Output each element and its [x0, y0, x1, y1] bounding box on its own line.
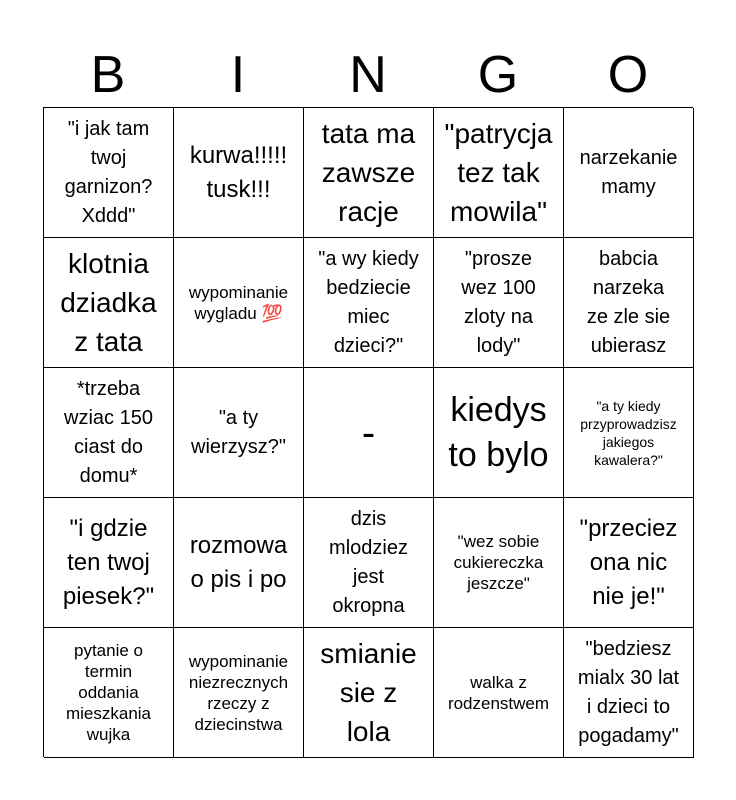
cell-text: tata ma zawsze racje — [321, 118, 416, 227]
bingo-cell-5-2[interactable] — [174, 628, 304, 758]
bingo-cell-3-1[interactable] — [44, 368, 174, 498]
bingo-cell-5-1[interactable] — [44, 628, 174, 758]
cell-text: "a ty kiedy przyprowadzisz jakiegos kawalera?" — [580, 397, 677, 468]
cell-text: - — [361, 410, 376, 455]
cell-text: narzekanie mamy — [579, 146, 678, 198]
cell-text: "a ty wierzysz?" — [191, 406, 286, 458]
cell-text: "wez sobie cukiereczka jeszcze" — [453, 532, 544, 593]
bingo-cell-3-4[interactable] — [434, 368, 564, 498]
header-letter-b: B — [90, 46, 126, 104]
bingo-grid — [43, 107, 693, 757]
cell-text: wypominanie wygladu 💯 — [188, 282, 289, 323]
bingo-cell-3-3[interactable] — [304, 368, 434, 498]
bingo-cell-4-4[interactable] — [434, 498, 564, 628]
bingo-cell-4-5[interactable] — [564, 498, 694, 628]
cell-text: "patrycja tez tak mowila" — [444, 118, 553, 227]
header-letter-g: G — [477, 46, 519, 104]
bingo-cell-5-3[interactable] — [304, 628, 434, 758]
cell-text: kiedys to bylo — [448, 390, 549, 474]
cell-text: kurwa!!!!! tusk!!! — [189, 141, 288, 203]
cell-text: dzis mlodziez jest okropna — [329, 507, 408, 617]
cell-text: "i gdzie ten twoj piesek?" — [62, 514, 155, 610]
bingo-cell-1-3[interactable] — [304, 108, 434, 238]
bingo-cell-3-2[interactable] — [174, 368, 304, 498]
cell-text: "bedziesz mialx 30 lat i dzieci to pogadamy" — [577, 637, 680, 747]
bingo-cell-1-5[interactable] — [564, 108, 694, 238]
bingo-cell-2-5[interactable] — [564, 238, 694, 368]
cell-text: rozmowa o pis i po — [189, 531, 288, 593]
cell-text: smianie sie z lola — [320, 638, 417, 747]
header-letter-n: N — [349, 46, 387, 104]
bingo-cell-1-2[interactable] — [174, 108, 304, 238]
bingo-cell-2-3[interactable] — [304, 238, 434, 368]
cell-text: pytanie o termin oddania mieszkania wujka — [65, 641, 152, 744]
cell-text: "i jak tam twoj garnizon? Xddd" — [64, 117, 153, 227]
bingo-cell-4-3[interactable] — [304, 498, 434, 628]
cell-text: walka z rodzenstwem — [447, 672, 550, 713]
bingo-cell-1-1[interactable] — [44, 108, 174, 238]
cell-text: wypominanie niezrecznych rzeczy z dziecinstwa — [188, 651, 289, 734]
bingo-cell-3-5[interactable] — [564, 368, 694, 498]
cell-text: klotnia dziadka z tata — [60, 248, 157, 357]
header-letter-i: I — [230, 46, 246, 104]
cell-text: "przeciez ona nic nie je!" — [579, 514, 678, 610]
header-letter-o: O — [607, 46, 649, 104]
cell-text: "prosze wez 100 zloty na lody" — [461, 247, 536, 357]
bingo-cell-2-1[interactable] — [44, 238, 174, 368]
bingo-cell-4-2[interactable] — [174, 498, 304, 628]
cell-text: *trzeba wziac 150 ciast do domu* — [64, 377, 153, 487]
bingo-cell-1-4[interactable] — [434, 108, 564, 238]
cell-text: babcia narzeka ze zle sie ubierasz — [586, 247, 671, 357]
bingo-cell-2-4[interactable] — [434, 238, 564, 368]
bingo-cell-5-5[interactable] — [564, 628, 694, 758]
bingo-cell-4-1[interactable] — [44, 498, 174, 628]
bingo-header — [43, 40, 693, 110]
cell-text: "a wy kiedy bedziecie miec dzieci?" — [318, 247, 419, 357]
bingo-cell-2-2[interactable] — [174, 238, 304, 368]
bingo-cell-5-4[interactable] — [434, 628, 564, 758]
